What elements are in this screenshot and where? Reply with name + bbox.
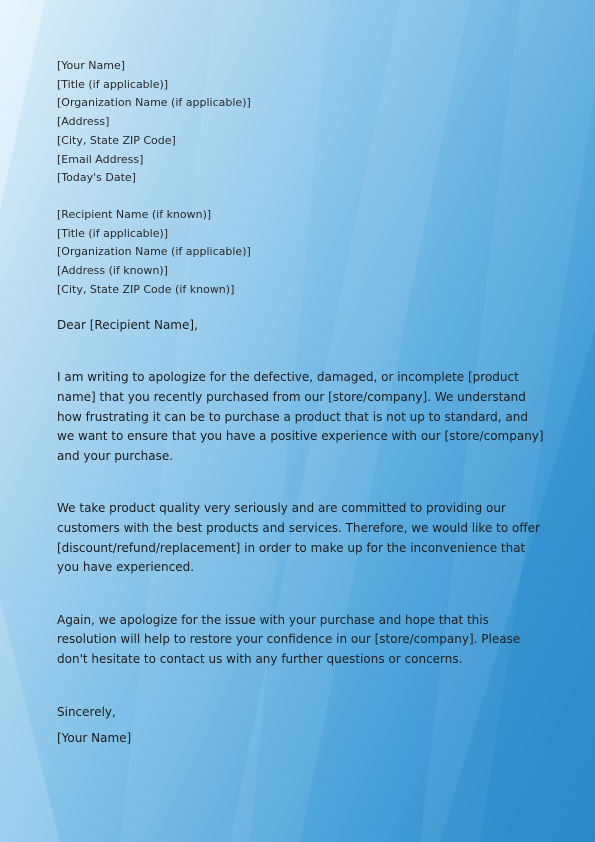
sender-title: [Title (if applicable)] xyxy=(57,77,169,91)
sender-address: [Address] xyxy=(57,115,110,129)
sender-email: [Email Address] xyxy=(57,152,144,166)
body-paragraph-2: We take product quality very seriously and are committed to providing our customers with the best products and services. Therefore, we would like to offer [discount/refund/replacement] in order to make up for the inconvenience that you have experienced. xyxy=(57,501,540,575)
recipient-name: [Recipient Name (if known)] xyxy=(57,207,212,221)
body-paragraph-1: I am writing to apologize for the defective, damaged, or incomplete [product name] that you recently purchased from our [store/company]. We understand how frustrating it can be to purchase a product that is not up to standard, and we want to ensure that you have a positive experience with our [store/company] and your purchase. xyxy=(57,370,544,463)
sender-address-block xyxy=(57,57,547,188)
sender-city-state-zip: [City, State ZIP Code] xyxy=(57,133,176,147)
recipient-city-state-zip: [City, State ZIP Code (if known)] xyxy=(57,282,235,296)
recipient-address: [Address (if known)] xyxy=(57,264,168,278)
letter-date: [Today's Date] xyxy=(57,171,136,185)
letter-content xyxy=(57,57,547,748)
recipient-address-block xyxy=(57,206,547,300)
body-paragraph-3: Again, we apologize for the issue with your purchase and hope that this resolution will help to restore your confidence in our [store/company]. Please don't hesitate to contact us with any further questions or concerns. xyxy=(57,612,521,666)
closing: Sincerely, xyxy=(57,704,116,719)
signature-name: [Your Name] xyxy=(57,730,132,745)
recipient-organization: [Organization Name (if applicable)] xyxy=(57,245,251,259)
recipient-title: [Title (if applicable)] xyxy=(57,226,169,240)
salutation: Dear [Recipient Name], xyxy=(57,318,198,333)
sender-organization: [Organization Name (if applicable)] xyxy=(57,96,251,110)
sender-name: [Your Name] xyxy=(57,59,126,72)
